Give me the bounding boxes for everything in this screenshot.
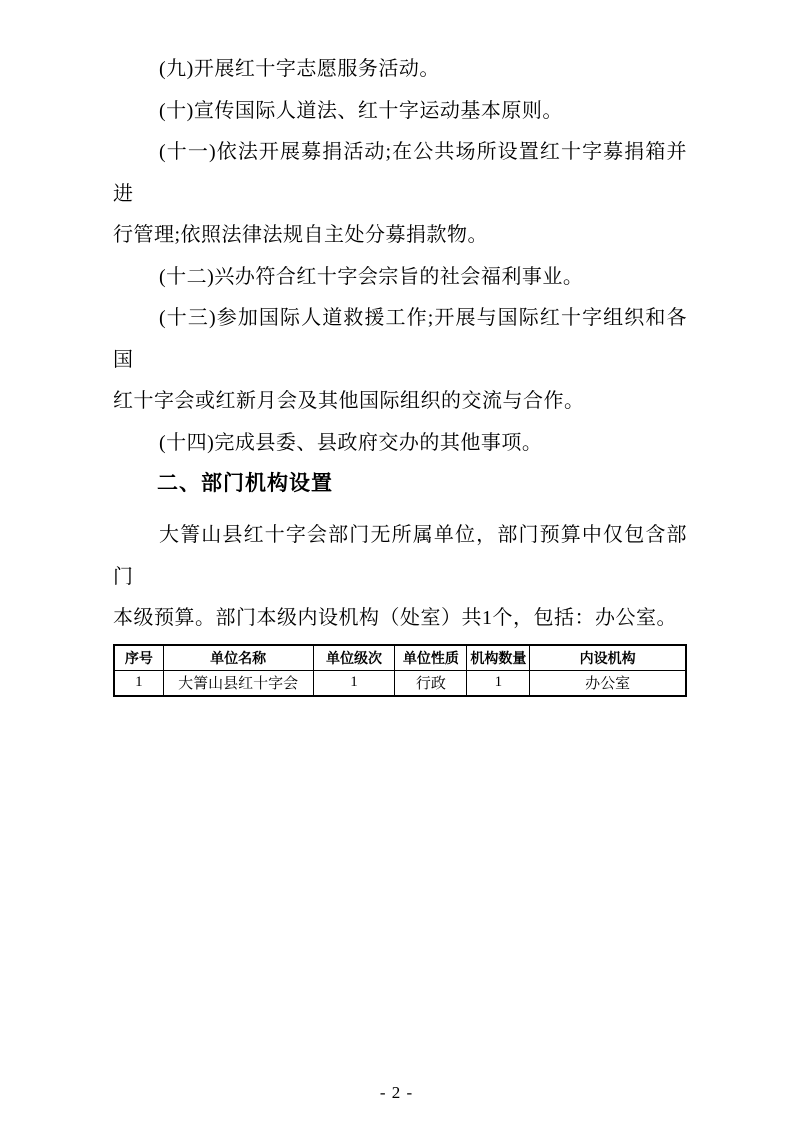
header-cell-unit-level: 单位级次 [313, 645, 395, 671]
org-structure-table [113, 644, 687, 697]
header-cell-index: 序号 [114, 645, 163, 671]
paragraph-line-12: (十二)兴办符合红十字会宗旨的社会福利事业。 [159, 265, 584, 288]
paragraph-line-11a: (十一)依法开展募捐活动;在公共场所设置红十字募捐箱并进 [113, 141, 687, 205]
paragraph-line-10: (十)宣传国际人道法、红十字运动基本原则。 [159, 99, 563, 122]
page-number: - 2 - [379, 1083, 414, 1102]
document-body [113, 49, 687, 697]
paragraph-line-13b: 红十字会或红新月会及其他国际组织的交流与合作。 [113, 390, 585, 412]
header-cell-org-count: 机构数量 [467, 645, 530, 671]
header-cell-unit-nature: 单位性质 [395, 645, 467, 671]
paragraph-line-13a: (十三)参加国际人道救援工作;开展与国际红十字组织和各国 [113, 307, 687, 371]
section-paragraph-line-1: 大箐山县红十字会部门无所属单位，部门预算中仅包含部门 [113, 524, 687, 588]
cell-unit-level: 1 [313, 670, 395, 696]
section-heading: 二、部门机构设置 [157, 472, 333, 495]
table-row [114, 670, 686, 696]
header-cell-internal-org: 内设机构 [530, 645, 686, 671]
paragraph-line-14: (十四)完成县委、县政府交办的其他事项。 [159, 431, 543, 454]
paragraph-line-9: (九)开展红十字志愿服务活动。 [159, 58, 440, 80]
cell-unit-name: 大箐山县红十字会 [163, 670, 313, 696]
paragraph-line-11b: 行管理;依照法律法规自主处分募捐款物。 [113, 224, 489, 246]
header-cell-unit-name: 单位名称 [163, 645, 313, 671]
cell-org-count: 1 [467, 670, 530, 696]
cell-unit-nature: 行政 [395, 670, 467, 696]
cell-index: 1 [114, 670, 163, 696]
cell-internal-org: 办公室 [530, 670, 686, 696]
table-header-row [114, 645, 686, 671]
section-paragraph-line-2: 本级预算。部门本级内设机构（处室）共1个，包括：办公室。 [113, 607, 677, 629]
